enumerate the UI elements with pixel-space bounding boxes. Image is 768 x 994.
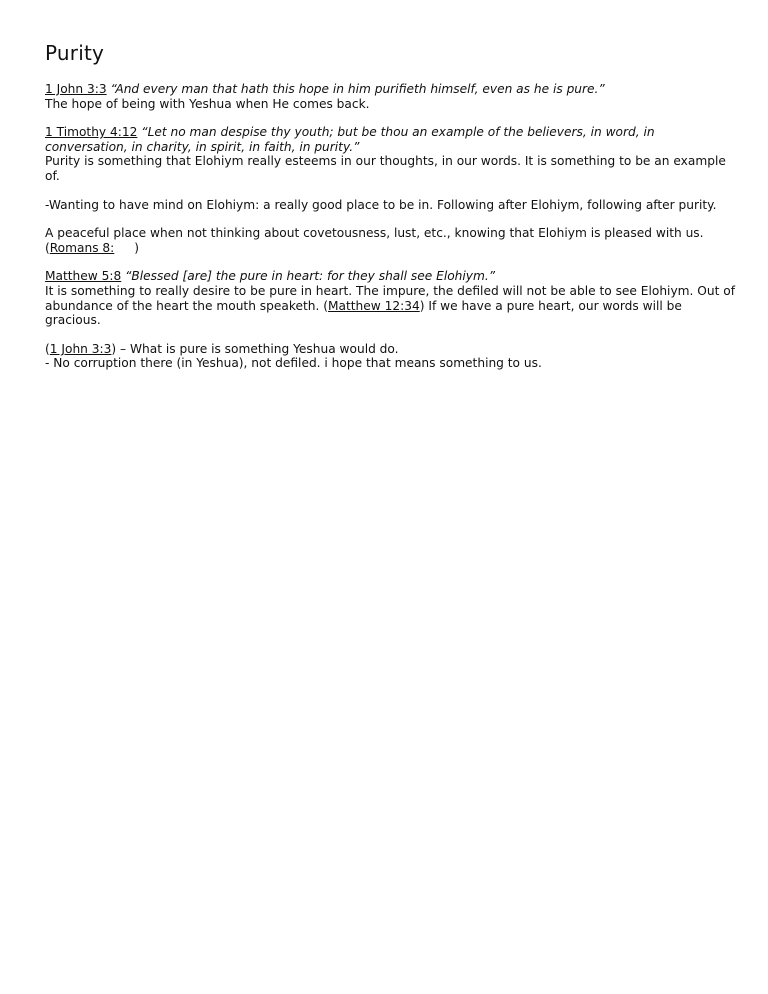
- commentary-text: [45, 284, 735, 328]
- commentary-text-part: ) If we have a pure heart, our words will be gracious.: [45, 298, 682, 328]
- commentary-text-part: A peaceful place when not thinking about covetousness, lust, etc., knowing that Elohiym is pleased with us. (: [45, 226, 704, 255]
- closing-paren: ): [134, 240, 140, 255]
- commentary-text: - No corruption there (in Yeshua), not defiled. i hope that means something to us.: [45, 356, 542, 371]
- section-1-john-3-3-reprise: [45, 342, 735, 371]
- scripture-reference: Matthew 5:8: [45, 269, 122, 284]
- section-1-john-3-3: [45, 82, 735, 111]
- scripture-reference: [50, 241, 135, 255]
- commentary-text-part: It is something to really desire to be pure in heart. The impure, the defiled will not be able to see Elohiym. Out of abundance of the heart the mouth speaketh. (: [45, 283, 735, 313]
- commentary-text: [45, 226, 735, 255]
- commentary-text: Purity is something that Elohiym really esteems in our thoughts, in our words. It is something to be an example of.: [45, 154, 726, 183]
- section-peaceful-place: [45, 226, 735, 255]
- open-paren: (: [45, 341, 50, 356]
- scripture-reference: 1 John 3:3: [49, 341, 112, 356]
- commentary-text-part: ) – What is pure is something Yeshua would do.: [111, 341, 399, 356]
- section-1-timothy-4-12: [45, 125, 735, 183]
- scripture-quote: “And every man that hath this hope in him purifieth himself, even as he is pure.”: [110, 82, 605, 96]
- scripture-reference: Matthew 12:34: [328, 298, 420, 313]
- verse-line: [45, 125, 735, 154]
- commentary-text: -Wanting to have mind on Elohiym: a really good place to be in. Following after Elohiym, following after purity.: [45, 197, 717, 212]
- document-page: [45, 40, 735, 385]
- scripture-reference: 1 John 3:3: [45, 82, 107, 96]
- scripture-quote: “Blessed [are] the pure in heart: for they shall see Elohiym.”: [125, 269, 496, 284]
- section-matthew-5-8: [45, 269, 735, 327]
- section-mind-on-elohiym: [45, 198, 735, 213]
- scripture-reference: 1 Timothy 4:12: [45, 125, 138, 140]
- verse-line: [45, 269, 735, 284]
- scripture-reference-label: Romans 8:: [49, 240, 115, 255]
- verse-line: [45, 82, 735, 97]
- commentary-text: The hope of being with Yeshua when He comes back.: [45, 96, 370, 111]
- scripture-quote: “Let no man despise thy youth; but be thou an example of the believers, in word, in conversation, in charity, in spirit, in faith, in purity.”: [45, 125, 655, 154]
- page-title: Purity: [45, 41, 105, 65]
- commentary-text: [45, 342, 735, 357]
